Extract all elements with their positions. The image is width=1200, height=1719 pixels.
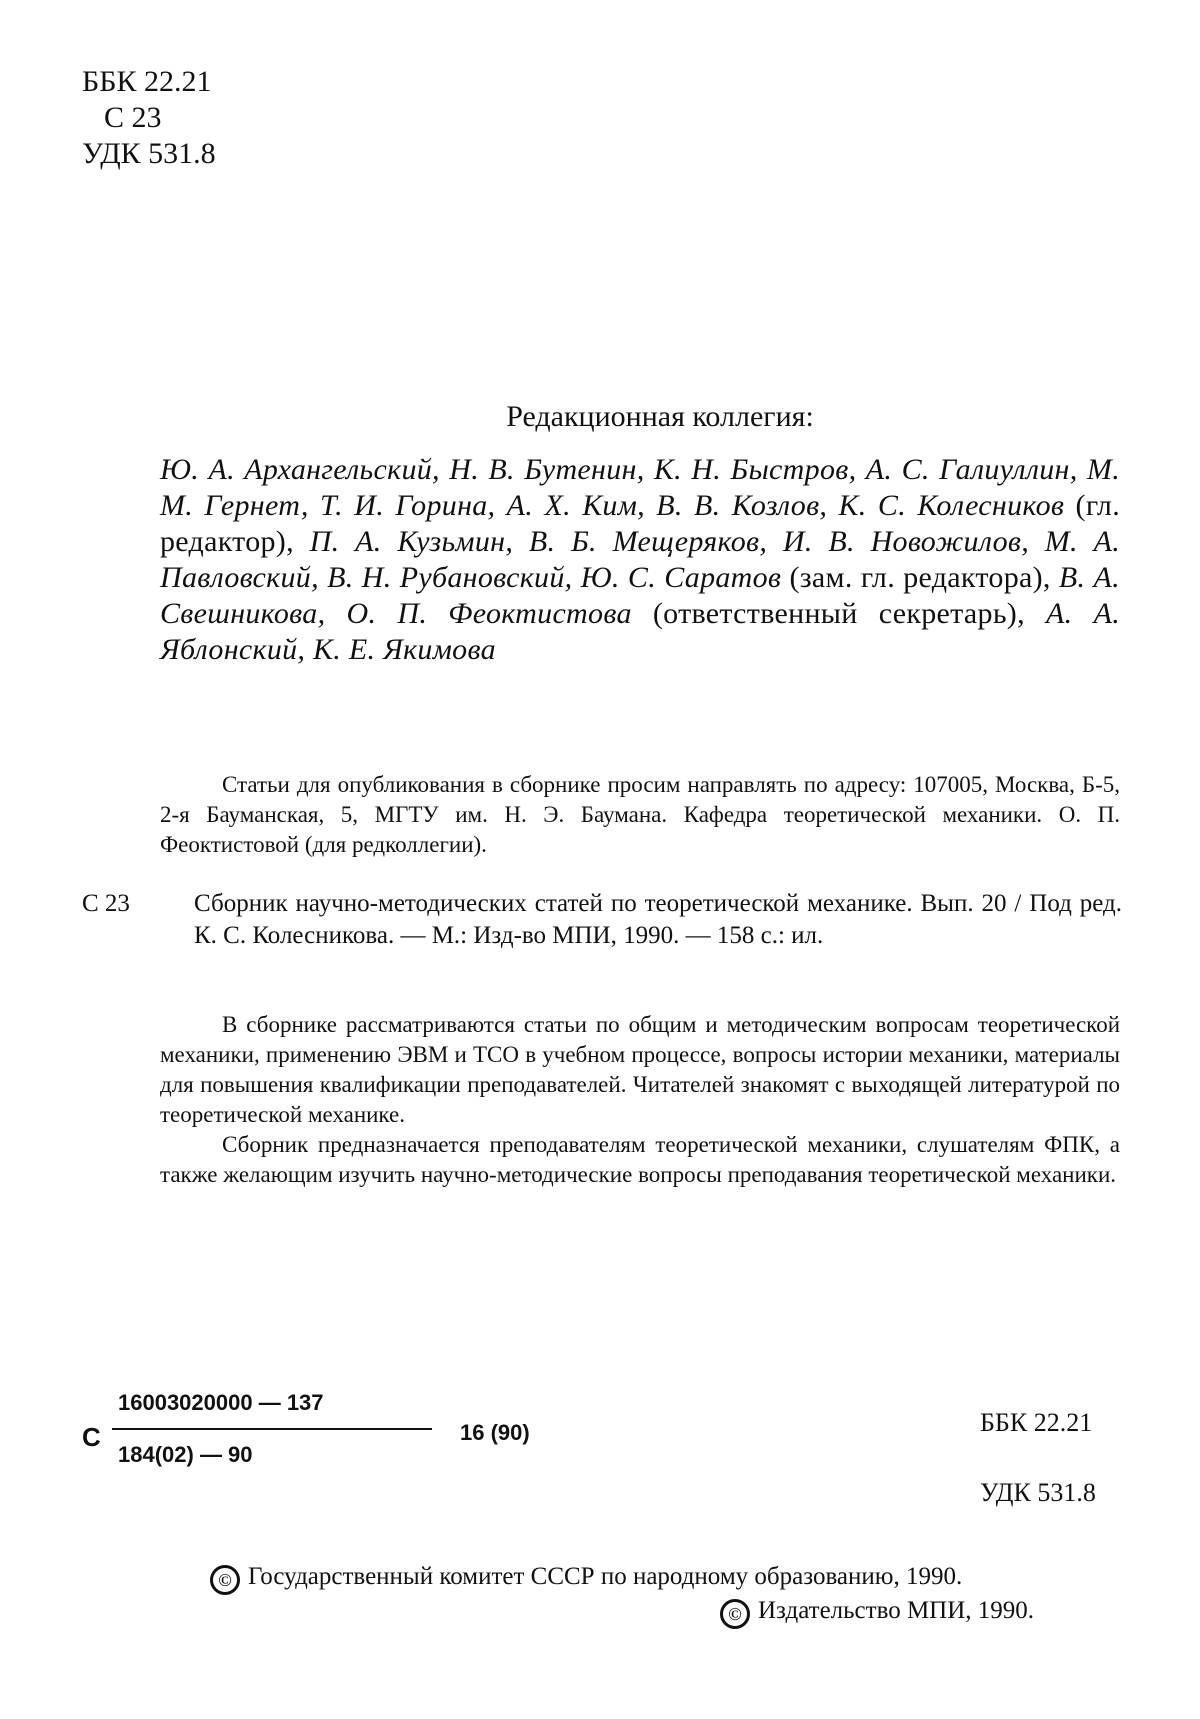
- members-role-1: (гл. редактор),: [160, 489, 1120, 558]
- address-text: Статьи для опубликования в сборнике просим направлять по адресу: 107005, Москва, Б-5, 2-я Бауманская, 5, МГТУ им. Н. Э. Баумана. Кафедра теоретической механики. О. П. Феоктистовой (для редколлегии).: [160, 772, 1120, 857]
- editorial-board-members: [160, 452, 1120, 668]
- publication-code-extra: 16 (90): [460, 1420, 530, 1445]
- submission-address: [160, 770, 1120, 860]
- members-role-2: (зам. гл. редактора),: [781, 561, 1059, 594]
- publication-code-letter: С: [82, 1422, 101, 1452]
- members-part-2: П. А. Кузьмин, В. Б. Мещеряков, И. В. Новожилов, М. А. Павловский, В. Н. Рубановский, Ю. С. Саратов: [160, 525, 1120, 594]
- copyright-line-2: [720, 1594, 1034, 1629]
- udk-code: УДК 531.8: [82, 137, 216, 170]
- copyright-text-1: Государственный комитет СССР по народному образованию, 1990.: [248, 1563, 963, 1590]
- members-part-4: А. А. Яблонский, К. Е. Якимова: [160, 597, 1121, 666]
- fraction-bar: [112, 1428, 432, 1430]
- annotation: [160, 1010, 1120, 1190]
- copyright-icon: ©: [210, 1565, 240, 1595]
- catalog-code: С 23: [82, 890, 130, 917]
- catalog-entry: [82, 888, 1122, 952]
- publication-code-denominator: 184(02) — 90: [118, 1442, 253, 1467]
- publication-code-numerator: 16003020000 — 137: [118, 1390, 324, 1415]
- members-part-1: Ю. А. Архангельский, Н. В. Бутенин, К. Н. Быстров, А. С. Галиуллин, М. М. Гернет, Т. И. Горина, А. Х. Ким, В. В. Козлов, К. С. Колесников: [160, 453, 1120, 522]
- author-sign: С 23: [104, 101, 162, 134]
- copyright-icon: ©: [720, 1599, 750, 1629]
- copyright-line-1: [210, 1560, 962, 1595]
- annotation-paragraph-1: В сборнике рассматриваются статьи по общим и методическим вопросам теоретической механики, применению ЭВМ и ТСО в учебном процессе, вопросы истории механики, материалы для повышения квалификации преподавателей. Читателей знакомят с выходящей литературой по теоретической механике.: [160, 1012, 1120, 1127]
- bbk-code-bottom: ББК 22.21: [980, 1408, 1093, 1437]
- members-part-3: В. А. Свешникова, О. П. Феоктистова: [160, 561, 1120, 630]
- catalog-text: Сборник научно-методических статей по теоретической механике. Вып. 20 / Под ред. К. С. Колесникова. — М.: Изд-во МПИ, 1990. — 158 с.: ил.: [194, 890, 1122, 949]
- classification-top: [82, 64, 216, 172]
- annotation-paragraph-2: Сборник предназначается преподавателям теоретической механики, слушателям ФПК, а также желающим изучить научно-методические вопросы преподавания теоретической механики.: [160, 1132, 1120, 1187]
- editorial-board-heading: Редакционная коллегия:: [506, 400, 814, 433]
- bbk-code: ББК 22.21: [82, 65, 212, 98]
- copyright-text-2: Издательство МПИ, 1990.: [758, 1597, 1035, 1624]
- udk-code-bottom: УДК 531.8: [980, 1478, 1096, 1507]
- classification-bottom: [980, 1388, 1120, 1528]
- members-role-3: (ответственный секретарь),: [631, 597, 1047, 630]
